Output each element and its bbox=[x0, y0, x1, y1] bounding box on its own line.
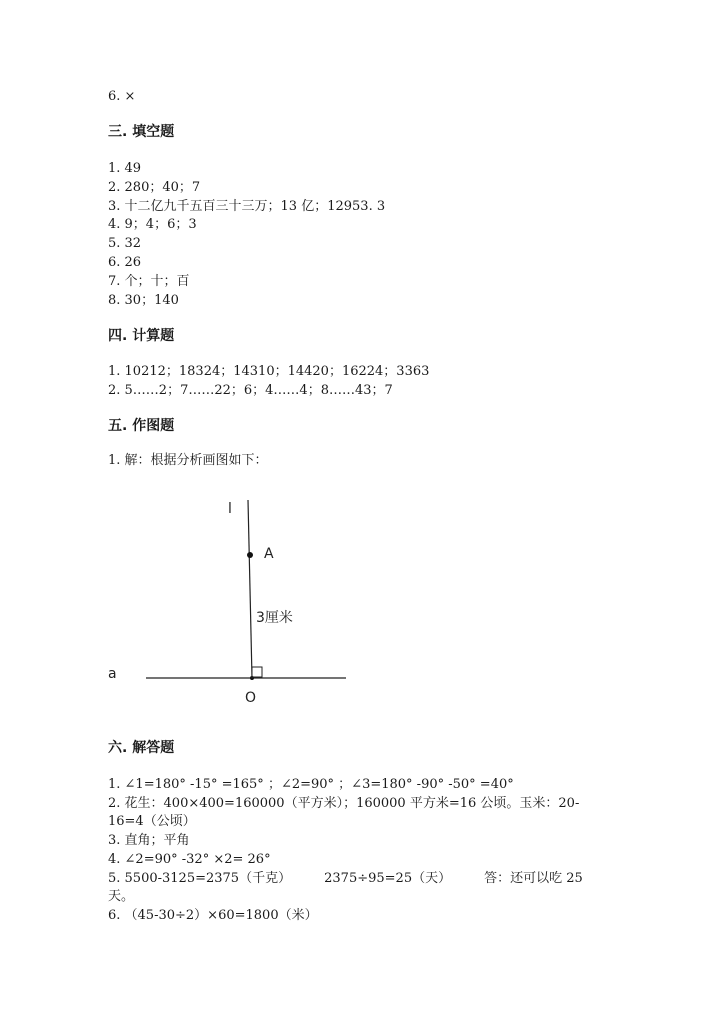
calculation-answer-1: 1. 10212；18324；14310；14420；16224；3363 bbox=[108, 364, 430, 379]
fill-blank-answer-3: 3. 十二亿九千五百三十三万；13 亿；12953. 3 bbox=[108, 199, 386, 214]
fill-blank-answer-1: 1. 49 bbox=[108, 161, 142, 176]
label-a-point: A bbox=[264, 546, 274, 562]
fill-blank-answer-5: 5. 32 bbox=[108, 236, 142, 251]
label-distance: 3厘米 bbox=[256, 610, 293, 626]
section-heading-solutions: 六. 解答题 bbox=[108, 740, 175, 756]
right-angle-mark bbox=[252, 667, 262, 677]
point-o bbox=[250, 676, 254, 680]
drawing-answer-1: 1. 解：根据分析画图如下： bbox=[108, 453, 268, 468]
solution-answer-2-cont: 16=4（公顷） bbox=[108, 814, 196, 829]
label-l: l bbox=[228, 501, 232, 517]
solution-answer-5: 5. 5500-3125=2375（千克） 2375÷95=25（天） 答：还可以吃 25 bbox=[108, 871, 583, 886]
solution-answer-4: 4. ∠2=90° -32° ×2= 26° bbox=[108, 852, 271, 867]
perpendicular-line-l bbox=[248, 500, 252, 678]
section-heading-fill-blank: 三. 填空题 bbox=[108, 124, 175, 140]
calculation-answer-2: 2. 5……2；7……22；6；4……4；8……43；7 bbox=[108, 383, 393, 398]
solution-answer-2: 2. 花生：400×400=160000（平方米）；160000 平方米=16 公顷。玉米：20- bbox=[108, 796, 580, 811]
solution-answer-3: 3. 直角；平角 bbox=[108, 833, 190, 848]
label-o: O bbox=[245, 690, 257, 706]
point-a bbox=[247, 552, 253, 558]
section-heading-drawing: 五. 作图题 bbox=[108, 418, 175, 434]
solution-answer-1: 1. ∠1=180° -15° =165° ；∠2=90° ；∠3=180° -90° -50° =40° bbox=[108, 777, 514, 792]
fill-blank-answer-2: 2. 280；40；7 bbox=[108, 180, 201, 195]
fill-blank-answer-8: 8. 30；140 bbox=[108, 293, 179, 308]
answer-6-judgement: 6. × bbox=[108, 89, 136, 104]
label-line-a: a bbox=[108, 666, 117, 682]
section-heading-calculation: 四. 计算题 bbox=[108, 328, 175, 344]
fill-blank-answer-4: 4. 9；4；6；3 bbox=[108, 217, 197, 232]
solution-answer-5-cont: 天。 bbox=[108, 889, 135, 904]
fill-blank-answer-7: 7. 个；十；百 bbox=[108, 274, 190, 289]
solution-answer-6: 6. （45-30÷2）×60=1800（米） bbox=[108, 908, 318, 923]
fill-blank-answer-6: 6. 26 bbox=[108, 255, 142, 270]
